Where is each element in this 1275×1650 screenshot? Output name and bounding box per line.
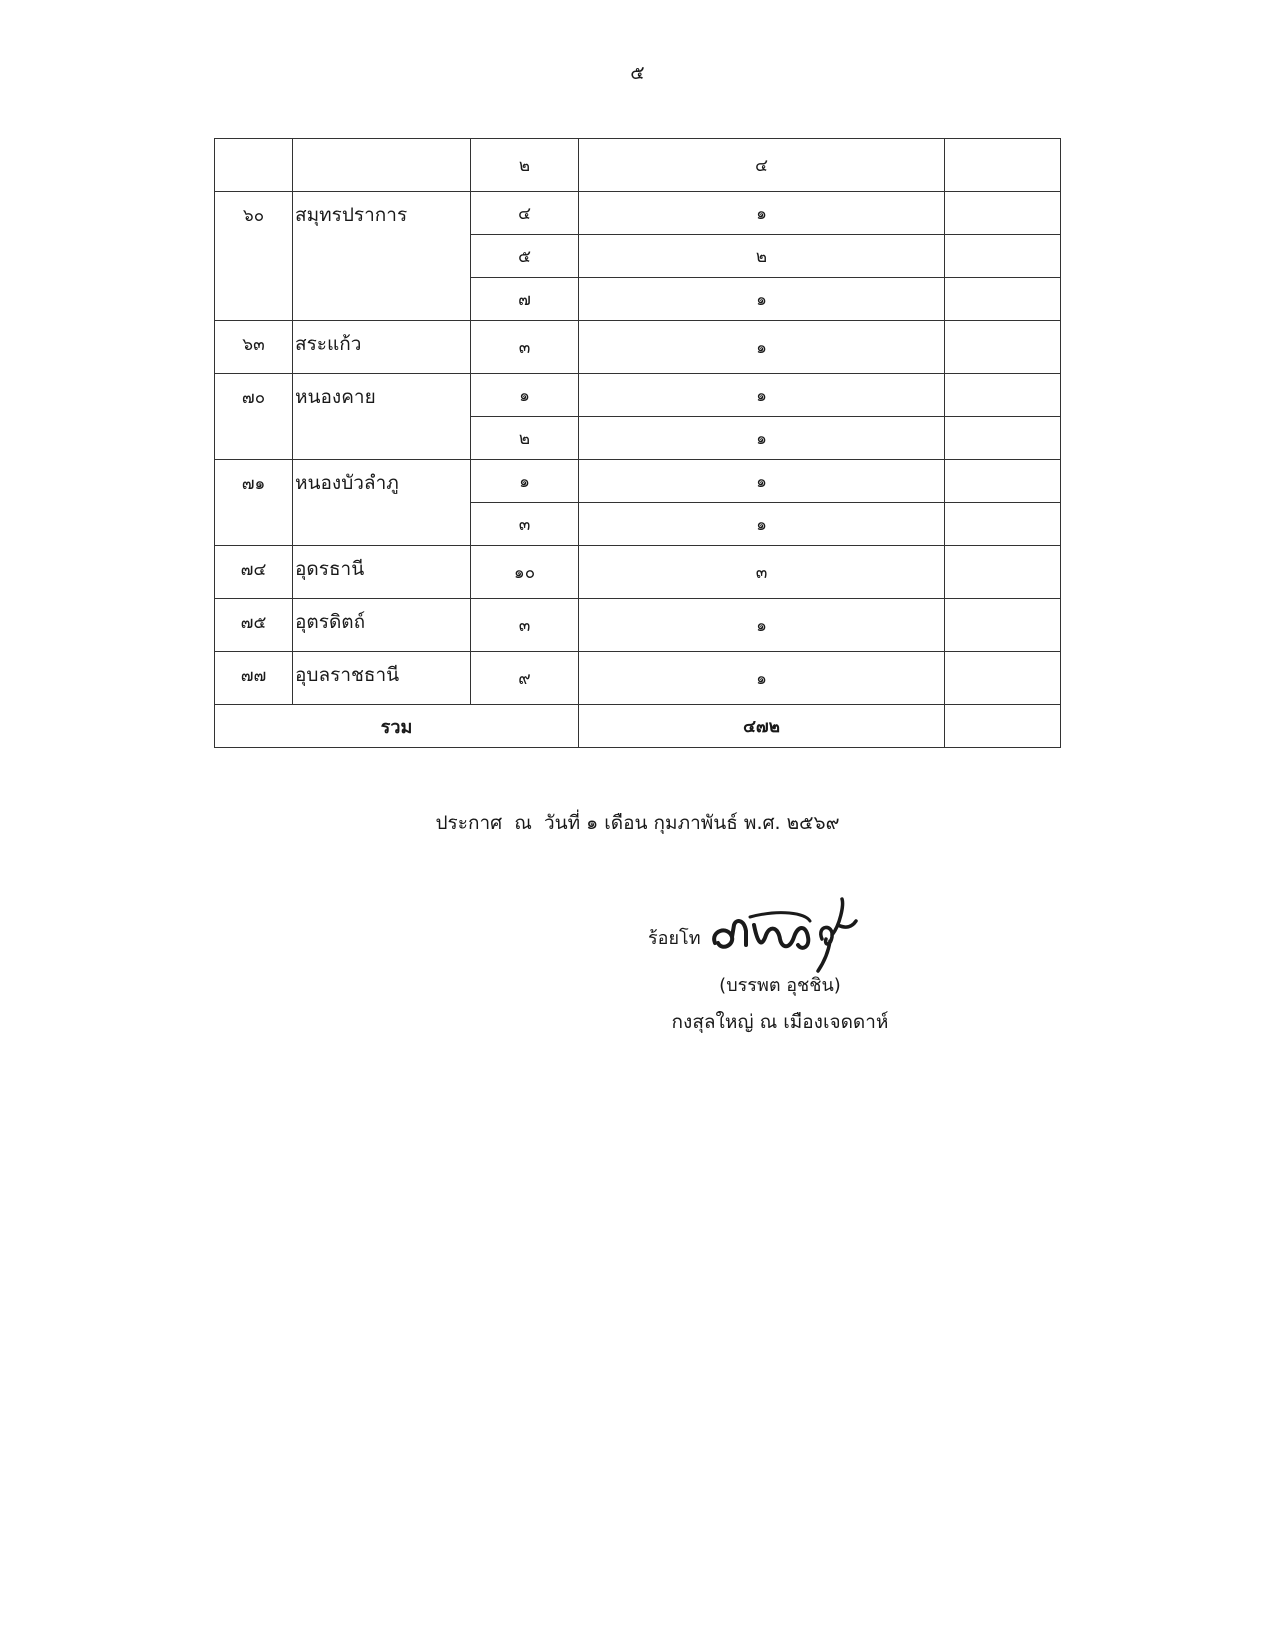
count-cell: ๑	[579, 460, 945, 503]
handwritten-signature	[710, 895, 860, 975]
table-row	[215, 599, 1061, 652]
province-cell: อุตรดิตถ์	[293, 599, 471, 652]
signatory-name: (บรรพต อุชชิน)	[719, 975, 841, 996]
row-number-cell: ๗๔	[215, 546, 293, 599]
table-row	[215, 192, 1061, 235]
remark-cell	[945, 652, 1061, 705]
district-cell: ๓	[471, 321, 579, 374]
table-row	[215, 652, 1061, 705]
total-row	[215, 705, 1061, 748]
province-cell: สระแก้ว	[293, 321, 471, 374]
district-cell: ๓	[471, 503, 579, 546]
remark-cell	[945, 374, 1061, 417]
row-number-cell: ๖๓	[215, 321, 293, 374]
count-cell: ๒	[579, 235, 945, 278]
count-cell: ๑	[579, 417, 945, 460]
count-cell: ๑	[579, 374, 945, 417]
remark-cell	[945, 599, 1061, 652]
table-row	[215, 374, 1061, 417]
remark-cell	[945, 460, 1061, 503]
signature-block	[560, 895, 1000, 1045]
row-number-cell: ๗๕	[215, 599, 293, 652]
district-cell: ๗	[471, 278, 579, 321]
table-row	[215, 321, 1061, 374]
remark-cell	[945, 321, 1061, 374]
district-cell: ๕	[471, 235, 579, 278]
table-row	[215, 546, 1061, 599]
province-cell: อุดรธานี	[293, 546, 471, 599]
count-cell: ๑	[579, 321, 945, 374]
total-label: รวม	[215, 705, 579, 748]
signatory-title: กงสุลใหญ่ ณ เมืองเจดดาห์	[671, 1011, 889, 1033]
row-number-cell: ๗๗	[215, 652, 293, 705]
count-cell: ๑	[579, 192, 945, 235]
district-cell: ๓	[471, 599, 579, 652]
count-cell: ๑	[579, 503, 945, 546]
announcement-line: ประกาศ ณ วันที่ ๑ เดือน กุมภาพันธ์ พ.ศ. ๒๕๖๙	[435, 812, 840, 834]
remark-cell	[945, 278, 1061, 321]
district-cell: ๒	[471, 139, 579, 192]
remark-cell	[945, 192, 1061, 235]
province-cell: หนองบัวลำภู	[293, 460, 471, 546]
count-cell: ๔	[579, 139, 945, 192]
district-cell: ๑	[471, 460, 579, 503]
total-remark-cell	[945, 705, 1061, 748]
count-cell: ๑	[579, 599, 945, 652]
table-row	[215, 139, 1061, 192]
row-number-cell: ๖๐	[215, 192, 293, 321]
total-value: ๔๗๒	[579, 705, 945, 748]
remark-cell	[945, 139, 1061, 192]
remark-cell	[945, 417, 1061, 460]
row-number-cell	[215, 139, 293, 192]
province-cell: อุบลราชธานี	[293, 652, 471, 705]
remark-cell	[945, 503, 1061, 546]
district-cell: ๑๐	[471, 546, 579, 599]
count-cell: ๑	[579, 652, 945, 705]
allocation-table	[214, 138, 1061, 748]
district-cell: ๒	[471, 417, 579, 460]
count-cell: ๑	[579, 278, 945, 321]
row-number-cell: ๗๐	[215, 374, 293, 460]
signatory-rank: ร้อยโท	[648, 928, 701, 949]
province-cell: หนองคาย	[293, 374, 471, 460]
page-number: ๕	[630, 62, 645, 84]
remark-cell	[945, 546, 1061, 599]
count-cell: ๓	[579, 546, 945, 599]
table-row	[215, 460, 1061, 503]
district-cell: ๔	[471, 192, 579, 235]
province-cell	[293, 139, 471, 192]
district-cell: ๙	[471, 652, 579, 705]
district-cell: ๑	[471, 374, 579, 417]
row-number-cell: ๗๑	[215, 460, 293, 546]
remark-cell	[945, 235, 1061, 278]
province-cell: สมุทรปราการ	[293, 192, 471, 321]
